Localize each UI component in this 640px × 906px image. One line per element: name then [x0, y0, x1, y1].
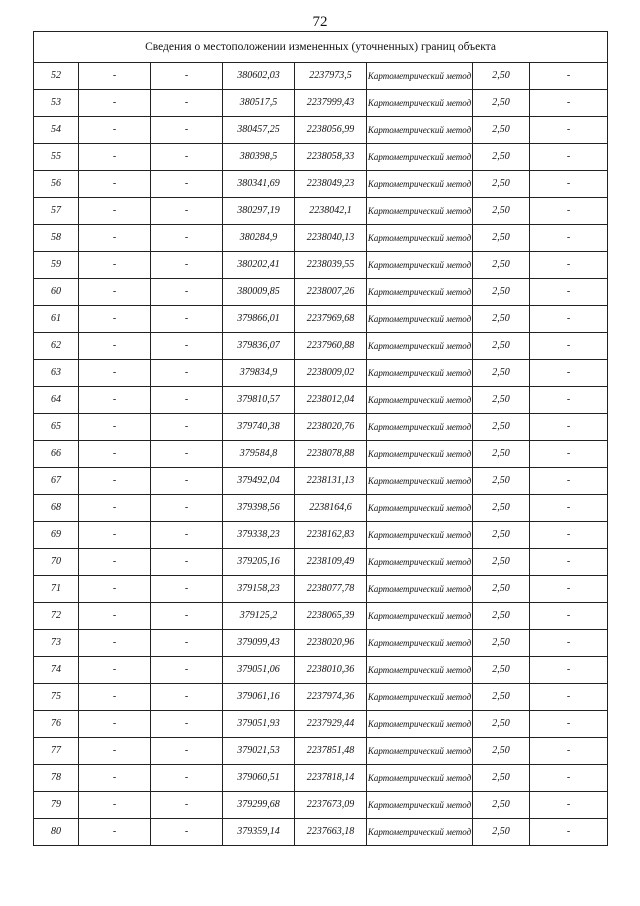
method-cell: Картометрический метод [367, 225, 473, 252]
point-number-cell: 57 [34, 198, 79, 225]
empty-cell: - [79, 630, 151, 657]
empty-cell: - [151, 441, 223, 468]
table-row [34, 171, 608, 198]
empty-cell: - [151, 657, 223, 684]
empty-cell: - [151, 171, 223, 198]
method-cell: Картометрический метод [367, 360, 473, 387]
empty-cell: - [79, 63, 151, 90]
empty-cell: - [151, 522, 223, 549]
table-row [34, 90, 608, 117]
empty-cell: - [79, 360, 151, 387]
empty-cell: - [151, 333, 223, 360]
x-coordinate-cell: 379584,8 [223, 441, 295, 468]
point-number-cell: 67 [34, 468, 79, 495]
empty-cell: - [79, 198, 151, 225]
point-number-cell: 55 [34, 144, 79, 171]
x-coordinate-cell: 379492,04 [223, 468, 295, 495]
empty-cell: - [79, 414, 151, 441]
y-coordinate-cell: 2237929,44 [295, 711, 367, 738]
empty-cell: - [79, 792, 151, 819]
empty-cell: - [151, 63, 223, 90]
empty-cell: - [151, 414, 223, 441]
empty-cell: - [530, 252, 608, 279]
empty-cell: - [79, 684, 151, 711]
table-header: Сведения о местоположении измененных (уточненных) границ объекта [34, 32, 608, 63]
empty-cell: - [151, 711, 223, 738]
accuracy-cell: 2,50 [473, 198, 530, 225]
x-coordinate-cell: 379338,23 [223, 522, 295, 549]
method-cell: Картометрический метод [367, 279, 473, 306]
empty-cell: - [79, 495, 151, 522]
table-row [34, 765, 608, 792]
table-row [34, 576, 608, 603]
empty-cell: - [151, 549, 223, 576]
table-row [34, 468, 608, 495]
x-coordinate-cell: 379060,51 [223, 765, 295, 792]
empty-cell: - [530, 738, 608, 765]
y-coordinate-cell: 2238077,78 [295, 576, 367, 603]
empty-cell: - [530, 63, 608, 90]
y-coordinate-cell: 2238007,26 [295, 279, 367, 306]
empty-cell: - [530, 306, 608, 333]
y-coordinate-cell: 2238012,04 [295, 387, 367, 414]
x-coordinate-cell: 379740,38 [223, 414, 295, 441]
empty-cell: - [530, 657, 608, 684]
method-cell: Картометрический метод [367, 549, 473, 576]
x-coordinate-cell: 379836,07 [223, 333, 295, 360]
empty-cell: - [530, 468, 608, 495]
y-coordinate-cell: 2237960,88 [295, 333, 367, 360]
point-number-cell: 74 [34, 657, 79, 684]
empty-cell: - [79, 333, 151, 360]
empty-cell: - [151, 630, 223, 657]
empty-cell: - [151, 117, 223, 144]
point-number-cell: 78 [34, 765, 79, 792]
accuracy-cell: 2,50 [473, 387, 530, 414]
accuracy-cell: 2,50 [473, 171, 530, 198]
point-number-cell: 77 [34, 738, 79, 765]
empty-cell: - [530, 144, 608, 171]
x-coordinate-cell: 380297,19 [223, 198, 295, 225]
empty-cell: - [79, 576, 151, 603]
table-row [34, 792, 608, 819]
method-cell: Картометрический метод [367, 684, 473, 711]
point-number-cell: 69 [34, 522, 79, 549]
accuracy-cell: 2,50 [473, 333, 530, 360]
empty-cell: - [79, 657, 151, 684]
empty-cell: - [151, 225, 223, 252]
empty-cell: - [530, 630, 608, 657]
table-row [34, 711, 608, 738]
point-number-cell: 71 [34, 576, 79, 603]
table-row [34, 738, 608, 765]
empty-cell: - [79, 306, 151, 333]
accuracy-cell: 2,50 [473, 441, 530, 468]
method-cell: Картометрический метод [367, 738, 473, 765]
point-number-cell: 58 [34, 225, 79, 252]
method-cell: Картометрический метод [367, 576, 473, 603]
point-number-cell: 75 [34, 684, 79, 711]
table-row [34, 144, 608, 171]
empty-cell: - [530, 819, 608, 846]
table-row [34, 63, 608, 90]
point-number-cell: 62 [34, 333, 79, 360]
method-cell: Картометрический метод [367, 387, 473, 414]
table-row [34, 360, 608, 387]
y-coordinate-cell: 2237818,14 [295, 765, 367, 792]
y-coordinate-cell: 2238162,83 [295, 522, 367, 549]
x-coordinate-cell: 379021,53 [223, 738, 295, 765]
empty-cell: - [530, 684, 608, 711]
y-coordinate-cell: 2238039,55 [295, 252, 367, 279]
empty-cell: - [530, 576, 608, 603]
empty-cell: - [151, 738, 223, 765]
point-number-cell: 56 [34, 171, 79, 198]
accuracy-cell: 2,50 [473, 792, 530, 819]
table-row [34, 387, 608, 414]
table-row [34, 225, 608, 252]
table-row [34, 495, 608, 522]
accuracy-cell: 2,50 [473, 144, 530, 171]
y-coordinate-cell: 2238078,88 [295, 441, 367, 468]
method-cell: Картометрический метод [367, 171, 473, 198]
empty-cell: - [151, 576, 223, 603]
empty-cell: - [530, 711, 608, 738]
empty-cell: - [79, 549, 151, 576]
empty-cell: - [530, 117, 608, 144]
point-number-cell: 54 [34, 117, 79, 144]
empty-cell: - [79, 603, 151, 630]
x-coordinate-cell: 379051,93 [223, 711, 295, 738]
table-row [34, 198, 608, 225]
point-number-cell: 66 [34, 441, 79, 468]
empty-cell: - [530, 792, 608, 819]
method-cell: Картометрический метод [367, 630, 473, 657]
x-coordinate-cell: 379398,56 [223, 495, 295, 522]
x-coordinate-cell: 379299,68 [223, 792, 295, 819]
empty-cell: - [79, 90, 151, 117]
x-coordinate-cell: 379205,16 [223, 549, 295, 576]
point-number-cell: 80 [34, 819, 79, 846]
point-number-cell: 63 [34, 360, 79, 387]
accuracy-cell: 2,50 [473, 684, 530, 711]
point-number-cell: 72 [34, 603, 79, 630]
y-coordinate-cell: 2238056,99 [295, 117, 367, 144]
point-number-cell: 61 [34, 306, 79, 333]
y-coordinate-cell: 2238164,6 [295, 495, 367, 522]
accuracy-cell: 2,50 [473, 819, 530, 846]
accuracy-cell: 2,50 [473, 495, 530, 522]
x-coordinate-cell: 380341,69 [223, 171, 295, 198]
accuracy-cell: 2,50 [473, 63, 530, 90]
accuracy-cell: 2,50 [473, 90, 530, 117]
empty-cell: - [530, 387, 608, 414]
y-coordinate-cell: 2237973,5 [295, 63, 367, 90]
empty-cell: - [79, 819, 151, 846]
empty-cell: - [151, 279, 223, 306]
y-coordinate-cell: 2238009,02 [295, 360, 367, 387]
empty-cell: - [79, 738, 151, 765]
point-number-cell: 65 [34, 414, 79, 441]
table-row [34, 603, 608, 630]
y-coordinate-cell: 2237673,09 [295, 792, 367, 819]
y-coordinate-cell: 2238010,36 [295, 657, 367, 684]
accuracy-cell: 2,50 [473, 522, 530, 549]
empty-cell: - [530, 360, 608, 387]
x-coordinate-cell: 379099,43 [223, 630, 295, 657]
empty-cell: - [79, 441, 151, 468]
accuracy-cell: 2,50 [473, 252, 530, 279]
empty-cell: - [79, 225, 151, 252]
method-cell: Картометрический метод [367, 198, 473, 225]
accuracy-cell: 2,50 [473, 738, 530, 765]
x-coordinate-cell: 379061,16 [223, 684, 295, 711]
x-coordinate-cell: 379834,9 [223, 360, 295, 387]
accuracy-cell: 2,50 [473, 549, 530, 576]
accuracy-cell: 2,50 [473, 711, 530, 738]
point-number-cell: 70 [34, 549, 79, 576]
accuracy-cell: 2,50 [473, 360, 530, 387]
empty-cell: - [530, 603, 608, 630]
table-row [34, 549, 608, 576]
x-coordinate-cell: 379866,01 [223, 306, 295, 333]
table-row [34, 279, 608, 306]
y-coordinate-cell: 2238065,39 [295, 603, 367, 630]
accuracy-cell: 2,50 [473, 279, 530, 306]
method-cell: Картометрический метод [367, 522, 473, 549]
x-coordinate-cell: 380009,85 [223, 279, 295, 306]
accuracy-cell: 2,50 [473, 765, 530, 792]
empty-cell: - [79, 468, 151, 495]
table-row [34, 441, 608, 468]
empty-cell: - [530, 765, 608, 792]
x-coordinate-cell: 380457,25 [223, 117, 295, 144]
accuracy-cell: 2,50 [473, 117, 530, 144]
x-coordinate-cell: 380398,5 [223, 144, 295, 171]
point-number-cell: 53 [34, 90, 79, 117]
y-coordinate-cell: 2238020,76 [295, 414, 367, 441]
accuracy-cell: 2,50 [473, 630, 530, 657]
method-cell: Картометрический метод [367, 333, 473, 360]
point-number-cell: 64 [34, 387, 79, 414]
x-coordinate-cell: 380517,5 [223, 90, 295, 117]
method-cell: Картометрический метод [367, 90, 473, 117]
x-coordinate-cell: 379158,23 [223, 576, 295, 603]
point-number-cell: 79 [34, 792, 79, 819]
accuracy-cell: 2,50 [473, 657, 530, 684]
accuracy-cell: 2,50 [473, 225, 530, 252]
table-row [34, 684, 608, 711]
method-cell: Картометрический метод [367, 441, 473, 468]
table-row [34, 306, 608, 333]
accuracy-cell: 2,50 [473, 306, 530, 333]
empty-cell: - [151, 360, 223, 387]
empty-cell: - [530, 279, 608, 306]
y-coordinate-cell: 2238040,13 [295, 225, 367, 252]
method-cell: Картометрический метод [367, 603, 473, 630]
empty-cell: - [151, 306, 223, 333]
method-cell: Картометрический метод [367, 144, 473, 171]
table-row [34, 522, 608, 549]
empty-cell: - [151, 144, 223, 171]
y-coordinate-cell: 2238058,33 [295, 144, 367, 171]
y-coordinate-cell: 2237999,43 [295, 90, 367, 117]
table-header-row [34, 32, 608, 63]
y-coordinate-cell: 2238020,96 [295, 630, 367, 657]
method-cell: Картометрический метод [367, 414, 473, 441]
empty-cell: - [79, 522, 151, 549]
y-coordinate-cell: 2238042,1 [295, 198, 367, 225]
empty-cell: - [79, 117, 151, 144]
point-number-cell: 73 [34, 630, 79, 657]
empty-cell: - [530, 495, 608, 522]
empty-cell: - [79, 252, 151, 279]
table-row [34, 252, 608, 279]
table-row [34, 333, 608, 360]
empty-cell: - [151, 603, 223, 630]
table-row [34, 117, 608, 144]
method-cell: Картометрический метод [367, 819, 473, 846]
x-coordinate-cell: 380284,9 [223, 225, 295, 252]
point-number-cell: 76 [34, 711, 79, 738]
empty-cell: - [530, 549, 608, 576]
y-coordinate-cell: 2237851,48 [295, 738, 367, 765]
empty-cell: - [530, 414, 608, 441]
empty-cell: - [79, 279, 151, 306]
accuracy-cell: 2,50 [473, 603, 530, 630]
empty-cell: - [79, 171, 151, 198]
empty-cell: - [530, 333, 608, 360]
empty-cell: - [151, 765, 223, 792]
method-cell: Картометрический метод [367, 117, 473, 144]
empty-cell: - [79, 387, 151, 414]
empty-cell: - [530, 522, 608, 549]
empty-cell: - [151, 684, 223, 711]
empty-cell: - [151, 90, 223, 117]
y-coordinate-cell: 2237663,18 [295, 819, 367, 846]
empty-cell: - [530, 225, 608, 252]
empty-cell: - [151, 468, 223, 495]
empty-cell: - [79, 765, 151, 792]
empty-cell: - [151, 495, 223, 522]
table-row [34, 630, 608, 657]
empty-cell: - [79, 144, 151, 171]
table-row [34, 819, 608, 846]
point-number-cell: 68 [34, 495, 79, 522]
table-row [34, 414, 608, 441]
empty-cell: - [151, 819, 223, 846]
x-coordinate-cell: 379810,57 [223, 387, 295, 414]
point-number-cell: 60 [34, 279, 79, 306]
x-coordinate-cell: 379051,06 [223, 657, 295, 684]
empty-cell: - [530, 198, 608, 225]
empty-cell: - [151, 792, 223, 819]
empty-cell: - [530, 171, 608, 198]
empty-cell: - [151, 252, 223, 279]
method-cell: Картометрический метод [367, 765, 473, 792]
empty-cell: - [530, 441, 608, 468]
point-number-cell: 52 [34, 63, 79, 90]
empty-cell: - [530, 90, 608, 117]
y-coordinate-cell: 2237974,36 [295, 684, 367, 711]
page-number: 72 [312, 14, 328, 30]
method-cell: Картометрический метод [367, 468, 473, 495]
method-cell: Картометрический метод [367, 495, 473, 522]
boundary-coordinates-table [33, 31, 608, 846]
x-coordinate-cell: 379359,14 [223, 819, 295, 846]
y-coordinate-cell: 2238131,13 [295, 468, 367, 495]
accuracy-cell: 2,50 [473, 576, 530, 603]
accuracy-cell: 2,50 [473, 414, 530, 441]
x-coordinate-cell: 379125,2 [223, 603, 295, 630]
method-cell: Картометрический метод [367, 63, 473, 90]
y-coordinate-cell: 2238049,23 [295, 171, 367, 198]
accuracy-cell: 2,50 [473, 468, 530, 495]
empty-cell: - [151, 198, 223, 225]
y-coordinate-cell: 2237969,68 [295, 306, 367, 333]
table-row [34, 657, 608, 684]
y-coordinate-cell: 2238109,49 [295, 549, 367, 576]
empty-cell: - [79, 711, 151, 738]
method-cell: Картометрический метод [367, 657, 473, 684]
method-cell: Картометрический метод [367, 792, 473, 819]
method-cell: Картометрический метод [367, 306, 473, 333]
method-cell: Картометрический метод [367, 711, 473, 738]
empty-cell: - [151, 387, 223, 414]
point-number-cell: 59 [34, 252, 79, 279]
x-coordinate-cell: 380602,03 [223, 63, 295, 90]
x-coordinate-cell: 380202,41 [223, 252, 295, 279]
method-cell: Картометрический метод [367, 252, 473, 279]
